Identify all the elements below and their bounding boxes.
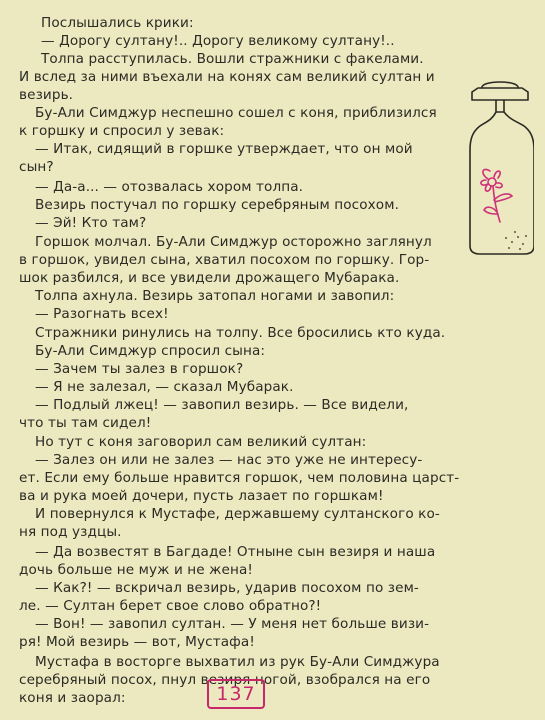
text-line: шок разбился, и все увидели дрожащего Мубарака. (19, 270, 400, 286)
text-line: — Зачем ты залез в горшок? (35, 361, 244, 377)
text-line: — Да-а... — отозвалась хором толпа. (35, 179, 304, 195)
text-line: И вслед за ними въехали на конях сам великий султан и (19, 69, 435, 85)
text-line: ня под уздцы. (19, 524, 122, 540)
text-line: — Я не залезал, — сказал Мубарак. (35, 379, 294, 395)
text-line: дочь больше не муж и не жена! (19, 562, 253, 578)
text-line: Толпа расступилась. Вошли стражники с факелами. (41, 51, 424, 67)
text-line: Мустафа в восторге выхватил из рук Бу-Али Симджура (35, 654, 440, 670)
text-line: И повернулся к Мустафе, державшему султанского ко- (35, 506, 440, 522)
pot-with-flower-icon (462, 78, 534, 263)
text-line: Послышались крики: (41, 15, 194, 31)
text-line: везирь. (19, 87, 74, 103)
text-line: — Залез он или не залез — нас это уже не интересу- (35, 452, 423, 468)
text-line: Бу-Али Симджур неспешно сошел с коня, приблизился (35, 105, 437, 121)
text-line: Горшок молчал. Бу-Али Симджур осторожно заглянул (35, 234, 432, 250)
text-line: что ты там сидел! (19, 415, 152, 431)
text-line: Везирь постучал по горшку серебряным посохом. (35, 197, 400, 213)
page-number: 137 (207, 679, 265, 709)
text-line: — Эй! Кто там? (35, 215, 147, 231)
text-line: Толпа ахнула. Везирь затопал ногами и завопил: (35, 288, 395, 304)
text-line: серебряный посох, пнул везиря ногой, взобрался на его (19, 672, 431, 688)
text-line: — Итак, сидящий в горшке утверждает, что он мой (35, 141, 413, 157)
text-line: — Подлый лжец! — завопил везирь. — Все видели, (35, 397, 409, 413)
text-line: в горшок, увидел сына, хватил посохом по горшку. Гор- (19, 252, 430, 268)
text-line: Но тут с коня заговорил сам великий султан: (35, 434, 367, 450)
text-line: — Разогнать всех! (35, 306, 169, 322)
text-line: — Вон! — завопил султан. — У меня нет больше визи- (35, 616, 430, 632)
text-line: ря! Мой везирь — вот, Мустафа! (19, 634, 255, 650)
text-line: ет. Если ему больше нравится горшок, чем половина царст- (19, 470, 460, 486)
text-line: — Как?! — вскричал везирь, ударив посохом по зем- (35, 580, 419, 596)
text-line: ле. — Султан берет свое слово обратно?! (19, 598, 322, 614)
text-line: Бу-Али Симджур спросил сына: (35, 343, 266, 359)
text-line: ва и рука моей дочери, пусть лазает по горшкам! (19, 488, 384, 504)
text-line: — Да возвестят в Багдаде! Отныне сын везиря и наша (35, 544, 436, 560)
text-line: Стражники ринулись на толпу. Все бросились кто куда. (35, 325, 446, 341)
text-line: — Дорогу султану!.. Дорогу великому султану!.. (41, 33, 395, 49)
text-line: сын? (19, 159, 54, 175)
text-line: коня и заорал: (19, 690, 126, 706)
text-line: к горшку и спросил у зевак: (19, 123, 225, 139)
